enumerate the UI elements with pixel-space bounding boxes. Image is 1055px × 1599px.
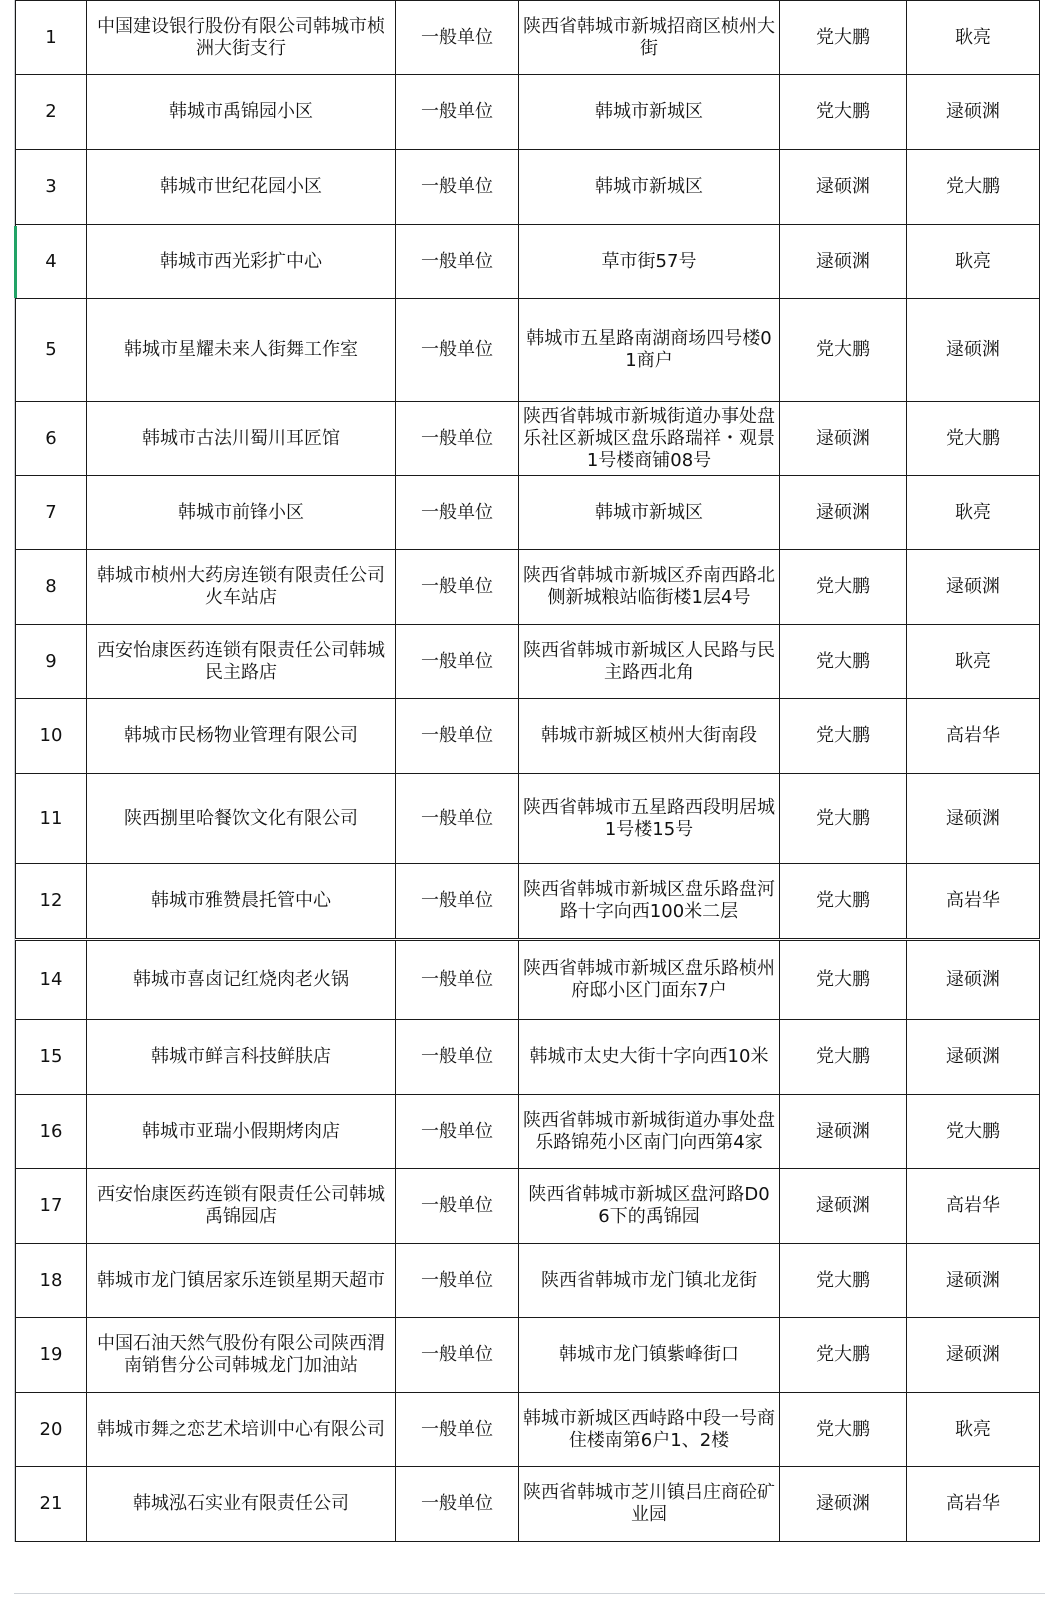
inspector-2-cell[interactable]: 逯硕渊 xyxy=(907,1318,1040,1393)
inspector-1-cell[interactable]: 逯硕渊 xyxy=(780,1467,907,1542)
inspector-1-cell[interactable]: 逯硕渊 xyxy=(780,1095,907,1169)
table-row xyxy=(16,940,1040,1020)
row-index-cell[interactable]: 3 xyxy=(16,150,87,225)
inspector-2-cell[interactable]: 高岩华 xyxy=(907,864,1040,940)
row-index-cell[interactable]: 14 xyxy=(16,940,87,1020)
address-cell[interactable]: 陕西省韩城市新城区盘河路D06下的禹锦园 xyxy=(519,1169,780,1244)
row-index-cell[interactable]: 9 xyxy=(16,625,87,699)
table-row xyxy=(16,1393,1040,1467)
address-cell[interactable]: 韩城市新城区 xyxy=(519,150,780,225)
unit-name-cell[interactable]: 韩城市亚瑞小假期烤肉店 xyxy=(87,1095,396,1169)
unit-name-cell[interactable]: 韩城市西光彩扩中心 xyxy=(87,225,396,299)
inspector-2-cell[interactable]: 逯硕渊 xyxy=(907,940,1040,1020)
unit-name-cell[interactable]: 韩城市桢州大药房连锁有限责任公司火车站店 xyxy=(87,550,396,625)
unit-name-cell[interactable]: 韩城市喜卤记红烧肉老火锅 xyxy=(87,940,396,1020)
inspector-2-cell[interactable]: 高岩华 xyxy=(907,699,1040,774)
unit-type-cell[interactable]: 一般单位 xyxy=(396,864,519,940)
inspector-2-cell[interactable]: 党大鹏 xyxy=(907,1095,1040,1169)
address-cell[interactable]: 韩城市新城区西峙路中段一号商住楼南第6户1、2楼 xyxy=(519,1393,780,1467)
unit-table-body xyxy=(16,1,1040,1542)
inspector-1-cell[interactable]: 党大鹏 xyxy=(780,864,907,940)
inspector-1-cell[interactable]: 党大鹏 xyxy=(780,625,907,699)
inspector-2-cell[interactable]: 逯硕渊 xyxy=(907,1244,1040,1318)
inspector-1-cell[interactable]: 党大鹏 xyxy=(780,1,907,75)
table-row xyxy=(16,1,1040,75)
selected-row-indicator xyxy=(14,226,17,298)
inspector-1-cell[interactable]: 逯硕渊 xyxy=(780,1169,907,1244)
inspector-2-cell[interactable]: 高岩华 xyxy=(907,1467,1040,1542)
row-index-cell[interactable]: 20 xyxy=(16,1393,87,1467)
unit-name-cell[interactable]: 西安怡康医药连锁有限责任公司韩城民主路店 xyxy=(87,625,396,699)
table-row xyxy=(16,1020,1040,1095)
table-row xyxy=(16,402,1040,476)
unit-name-cell[interactable]: 韩城市龙门镇居家乐连锁星期天超市 xyxy=(87,1244,396,1318)
unit-type-cell[interactable]: 一般单位 xyxy=(396,625,519,699)
inspector-2-cell[interactable]: 逯硕渊 xyxy=(907,774,1040,864)
unit-name-cell[interactable]: 韩城泓石实业有限责任公司 xyxy=(87,1467,396,1542)
address-cell[interactable]: 草市街57号 xyxy=(519,225,780,299)
row-index-cell[interactable]: 1 xyxy=(16,1,87,75)
unit-name-cell[interactable]: 中国建设银行股份有限公司韩城市桢洲大街支行 xyxy=(87,1,396,75)
row-index-cell[interactable]: 7 xyxy=(16,476,87,550)
unit-type-cell[interactable]: 一般单位 xyxy=(396,1467,519,1542)
row-index-cell[interactable]: 6 xyxy=(16,402,87,476)
address-cell[interactable]: 韩城市龙门镇紫峰街口 xyxy=(519,1318,780,1393)
address-cell[interactable]: 陕西省韩城市新城区盘乐路桢州府邸小区门面东7户 xyxy=(519,940,780,1020)
table-row xyxy=(16,625,1040,699)
unit-type-cell[interactable]: 一般单位 xyxy=(396,402,519,476)
address-cell[interactable]: 陕西省韩城市新城街道办事处盘乐路锦苑小区南门向西第4家 xyxy=(519,1095,780,1169)
inspector-2-cell[interactable]: 耿亮 xyxy=(907,1393,1040,1467)
inspector-1-cell[interactable]: 党大鹏 xyxy=(780,1318,907,1393)
inspector-2-cell[interactable]: 党大鹏 xyxy=(907,402,1040,476)
table-row xyxy=(16,299,1040,402)
unit-name-cell[interactable]: 韩城市禹锦园小区 xyxy=(87,75,396,150)
row-index-cell[interactable]: 19 xyxy=(16,1318,87,1393)
inspector-2-cell[interactable]: 逯硕渊 xyxy=(907,550,1040,625)
row-index-cell[interactable]: 10 xyxy=(16,699,87,774)
row-index-cell[interactable]: 5 xyxy=(16,299,87,402)
inspector-1-cell[interactable]: 党大鹏 xyxy=(780,1020,907,1095)
address-cell[interactable]: 陕西省韩城市新城区人民路与民主路西北角 xyxy=(519,625,780,699)
unit-type-cell[interactable]: 一般单位 xyxy=(396,75,519,150)
table-row xyxy=(16,476,1040,550)
unit-type-cell[interactable]: 一般单位 xyxy=(396,299,519,402)
inspector-2-cell[interactable]: 逯硕渊 xyxy=(907,75,1040,150)
unit-name-cell[interactable]: 韩城市鲜言科技鲜肤店 xyxy=(87,1020,396,1095)
row-index-cell[interactable]: 4 xyxy=(16,225,87,299)
unit-name-cell[interactable]: 西安怡康医药连锁有限责任公司韩城禹锦园店 xyxy=(87,1169,396,1244)
unit-name-cell[interactable]: 韩城市前锋小区 xyxy=(87,476,396,550)
address-cell[interactable]: 韩城市新城区 xyxy=(519,75,780,150)
unit-name-cell[interactable]: 韩城市雅赞晨托管中心 xyxy=(87,864,396,940)
table-row xyxy=(16,864,1040,940)
row-index-cell[interactable]: 2 xyxy=(16,75,87,150)
inspector-1-cell[interactable]: 党大鹏 xyxy=(780,940,907,1020)
unit-type-cell[interactable]: 一般单位 xyxy=(396,1,519,75)
unit-type-cell[interactable]: 一般单位 xyxy=(396,774,519,864)
inspector-1-cell[interactable]: 党大鹏 xyxy=(780,699,907,774)
inspector-2-cell[interactable]: 党大鹏 xyxy=(907,150,1040,225)
address-cell[interactable]: 陕西省韩城市新城街道办事处盘乐社区新城区盘乐路瑞祥・观景1号楼商铺08号 xyxy=(519,402,780,476)
inspector-1-cell[interactable]: 逯硕渊 xyxy=(780,150,907,225)
table-row xyxy=(16,75,1040,150)
inspector-2-cell[interactable]: 逯硕渊 xyxy=(907,299,1040,402)
inspector-2-cell[interactable]: 耿亮 xyxy=(907,625,1040,699)
unit-type-cell[interactable]: 一般单位 xyxy=(396,940,519,1020)
unit-type-cell[interactable]: 一般单位 xyxy=(396,1393,519,1467)
unit-name-cell[interactable]: 韩城市古法川蜀川耳匠馆 xyxy=(87,402,396,476)
table-row xyxy=(16,699,1040,774)
address-cell[interactable]: 韩城市新城区桢州大街南段 xyxy=(519,699,780,774)
unit-table xyxy=(15,0,1040,1542)
unit-type-cell[interactable]: 一般单位 xyxy=(396,550,519,625)
unit-type-cell[interactable]: 一般单位 xyxy=(396,1244,519,1318)
address-cell[interactable]: 陕西省韩城市五星路西段明居城1号楼15号 xyxy=(519,774,780,864)
unit-type-cell[interactable]: 一般单位 xyxy=(396,1318,519,1393)
inspector-1-cell[interactable]: 逯硕渊 xyxy=(780,402,907,476)
inspector-1-cell[interactable]: 党大鹏 xyxy=(780,1244,907,1318)
inspector-1-cell[interactable]: 党大鹏 xyxy=(780,75,907,150)
inspector-2-cell[interactable]: 耿亮 xyxy=(907,1,1040,75)
table-row xyxy=(16,550,1040,625)
address-cell[interactable]: 韩城市新城区 xyxy=(519,476,780,550)
table-row xyxy=(16,774,1040,864)
inspector-1-cell[interactable]: 逯硕渊 xyxy=(780,476,907,550)
unit-name-cell[interactable]: 韩城市民杨物业管理有限公司 xyxy=(87,699,396,774)
row-index-cell[interactable]: 11 xyxy=(16,774,87,864)
table-row xyxy=(16,225,1040,299)
address-cell[interactable]: 陕西省韩城市新城区乔南西路北侧新城粮站临街楼1层4号 xyxy=(519,550,780,625)
spreadsheet-sheet xyxy=(14,0,1046,1542)
unit-type-cell[interactable]: 一般单位 xyxy=(396,150,519,225)
address-cell[interactable]: 韩城市太史大街十字向西10米 xyxy=(519,1020,780,1095)
table-row xyxy=(16,1169,1040,1244)
unit-type-cell[interactable]: 一般单位 xyxy=(396,1169,519,1244)
unit-type-cell[interactable]: 一般单位 xyxy=(396,476,519,550)
inspector-1-cell[interactable]: 党大鹏 xyxy=(780,299,907,402)
inspector-2-cell[interactable]: 高岩华 xyxy=(907,1169,1040,1244)
unit-name-cell[interactable]: 韩城市世纪花园小区 xyxy=(87,150,396,225)
unit-name-cell[interactable]: 韩城市舞之恋艺术培训中心有限公司 xyxy=(87,1393,396,1467)
row-index-cell[interactable]: 15 xyxy=(16,1020,87,1095)
row-index-cell[interactable]: 21 xyxy=(16,1467,87,1542)
table-row xyxy=(16,1318,1040,1393)
row-index-cell[interactable]: 12 xyxy=(16,864,87,940)
address-cell[interactable]: 陕西省韩城市新城招商区桢州大街 xyxy=(519,1,780,75)
inspector-1-cell[interactable]: 党大鹏 xyxy=(780,550,907,625)
unit-name-cell[interactable]: 陕西捌里哈餐饮文化有限公司 xyxy=(87,774,396,864)
row-index-cell[interactable]: 18 xyxy=(16,1244,87,1318)
unit-type-cell[interactable]: 一般单位 xyxy=(396,699,519,774)
unit-name-cell[interactable]: 韩城市星耀未来人街舞工作室 xyxy=(87,299,396,402)
inspector-2-cell[interactable]: 逯硕渊 xyxy=(907,1020,1040,1095)
sheet-bottom-edge xyxy=(14,1593,1045,1594)
table-row xyxy=(16,1467,1040,1542)
address-cell[interactable]: 陕西省韩城市芝川镇吕庄商砼矿业园 xyxy=(519,1467,780,1542)
unit-type-cell[interactable]: 一般单位 xyxy=(396,1020,519,1095)
inspector-1-cell[interactable]: 党大鹏 xyxy=(780,774,907,864)
inspector-1-cell[interactable]: 逯硕渊 xyxy=(780,225,907,299)
address-cell[interactable]: 陕西省韩城市龙门镇北龙街 xyxy=(519,1244,780,1318)
unit-type-cell[interactable]: 一般单位 xyxy=(396,225,519,299)
inspector-2-cell[interactable]: 耿亮 xyxy=(907,225,1040,299)
address-cell[interactable]: 陕西省韩城市新城区盘乐路盘河路十字向西100米二层 xyxy=(519,864,780,940)
table-row xyxy=(16,1244,1040,1318)
address-cell[interactable]: 韩城市五星路南湖商场四号楼01商户 xyxy=(519,299,780,402)
unit-type-cell[interactable]: 一般单位 xyxy=(396,1095,519,1169)
row-index-cell[interactable]: 17 xyxy=(16,1169,87,1244)
inspector-1-cell[interactable]: 党大鹏 xyxy=(780,1393,907,1467)
inspector-2-cell[interactable]: 耿亮 xyxy=(907,476,1040,550)
row-index-cell[interactable]: 16 xyxy=(16,1095,87,1169)
table-row xyxy=(16,150,1040,225)
table-row xyxy=(16,1095,1040,1169)
unit-name-cell[interactable]: 中国石油天然气股份有限公司陕西渭南销售分公司韩城龙门加油站 xyxy=(87,1318,396,1393)
row-index-cell[interactable]: 8 xyxy=(16,550,87,625)
